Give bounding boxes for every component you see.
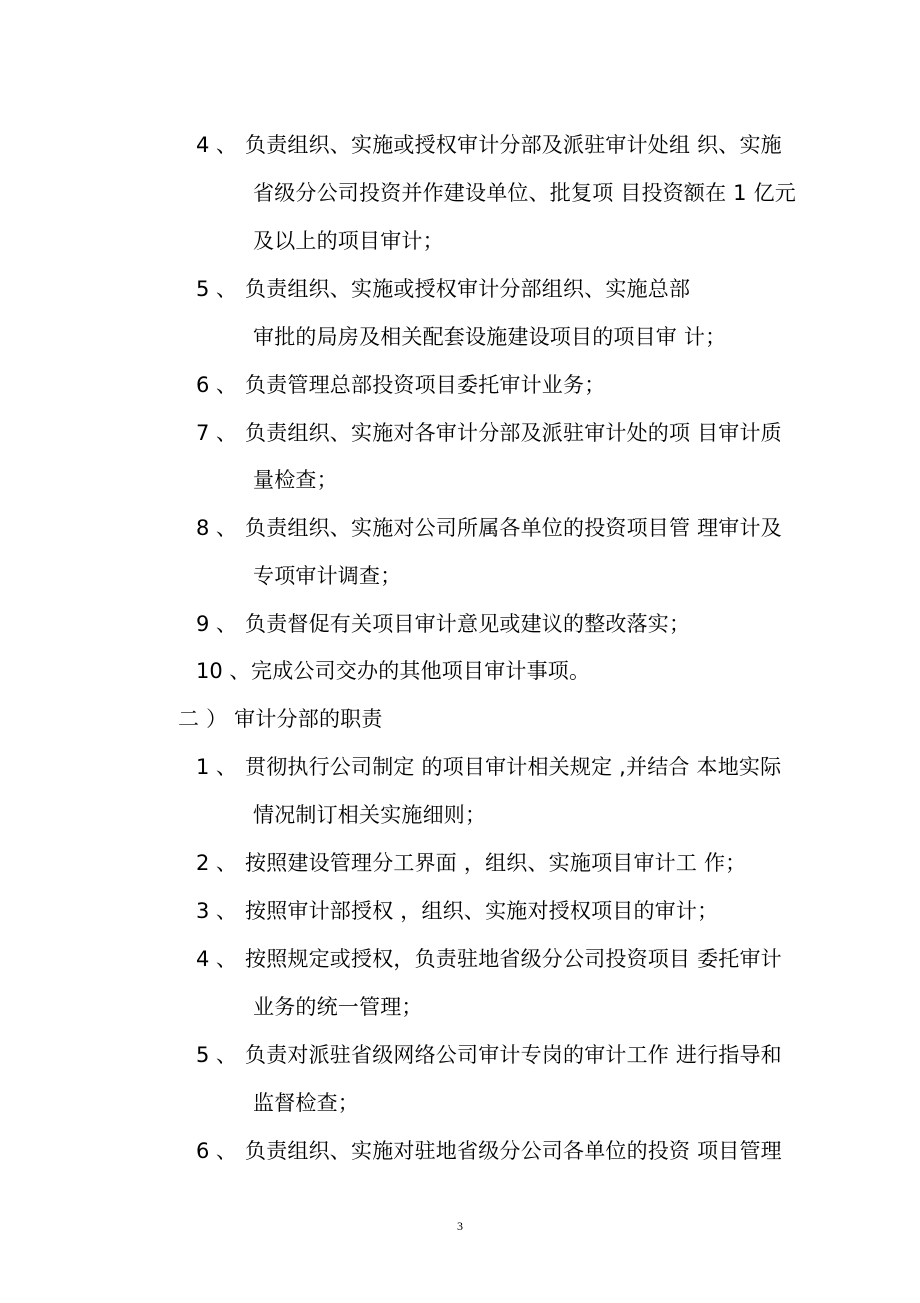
item-number: 2 、 [196,851,238,875]
item-text-line: 负责管理总部投资项目委托审计业务； [245,373,606,397]
item-text-line: 省级分公司投资并作建设单位、批复项 目投资额在 1 亿元 [253,181,796,205]
item-text-line: 负责组织、实施对公司所属各单位的投资项目管 理审计及 [245,516,782,540]
item-number: 5 、 [196,277,238,301]
item-text-line: 按照建设管理分工界面 ，组织、实施项目审计工 作； [245,851,747,875]
item-text-line: 负责组织、实施对驻地省级分公司各单位的投资 项目管理 [245,1139,782,1163]
item-text-line: 按照规定或授权，负责驻地省级分公司投资项目 委托审计 [245,947,782,971]
item-text-line: 按照审计部授权 ，组织、实施对授权项目的审计； [245,899,719,923]
item-number: 1 、 [196,755,238,779]
item-text-line: 审批的局房及相关配套设施建设项目的项目审 计； [253,325,727,349]
item-number: 8 、 [196,516,238,540]
item-text-line: 贯彻执行公司制定 的项目审计相关规定 ,并结合 本地实际 [245,755,782,779]
item-number: 5 、 [196,1043,238,1067]
item-text-line: 监督检查； [253,1091,359,1115]
item-text-line: 负责督促有关项目审计意见或建议的整改落实； [245,612,691,636]
item-text-line: 完成公司交办的其他项目审计事项。 [251,659,591,683]
item-number: 6 、 [196,1139,238,1163]
item-text-line: 专项审计调查； [253,564,402,588]
item-text-line: 负责组织、实施或授权审计分部及派驻审计处组 织、实施 [245,133,782,157]
section-heading: 二 ） 审计分部的职责 [178,707,383,731]
item-number: 6 、 [196,373,238,397]
item-number: 3 、 [196,899,238,923]
item-text-line: 负责对派驻省级网络公司审计专岗的审计工作 进行指导和 [245,1043,782,1067]
item-text-line: 业务的统一管理； [253,995,423,1019]
item-text-line: 及以上的项目审计； [253,229,444,253]
item-number: 4 、 [196,133,238,157]
item-text-line: 量检查； [253,468,338,492]
item-number: 4 、 [196,947,238,971]
page-number: 3 [457,1219,463,1233]
item-number: 10 、 [196,659,251,683]
item-number: 7 、 [196,421,238,445]
item-number: 9 、 [196,612,238,636]
item-text-line: 负责组织、实施或授权审计分部组织、实施总部 [245,277,691,301]
item-text-line: 情况制订相关实施细则； [253,803,487,827]
item-text-line: 负责组织、实施对各审计分部及派驻审计处的项 目审计质 [245,421,782,445]
